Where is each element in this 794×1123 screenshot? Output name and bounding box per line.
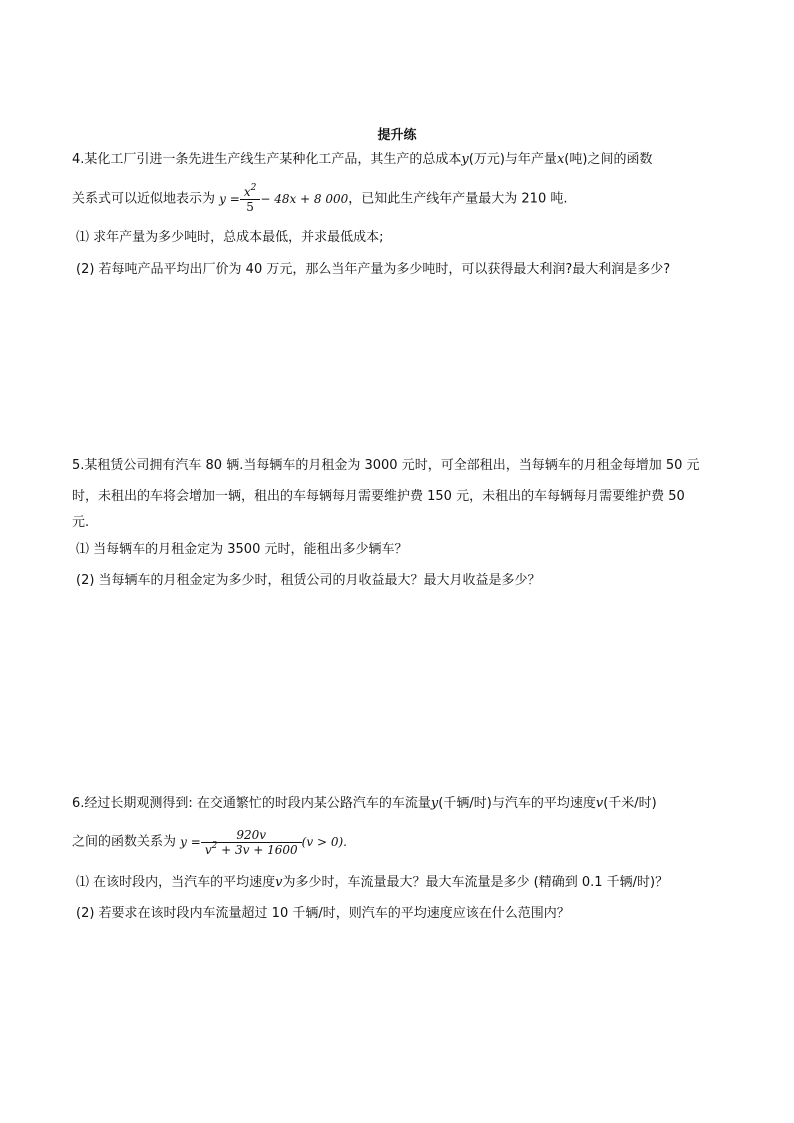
q4-stem-line-2	[72, 182, 732, 216]
q4-text: ，已知此生产线年产量最大为 210 吨.	[348, 191, 568, 207]
q4-cost-formula	[219, 182, 348, 216]
q6-frac-den-var: v	[204, 842, 212, 857]
q6-sub1-text: ⑴ 在该时段内，当汽车的平均速度	[76, 875, 276, 890]
q6-var-v: v	[595, 796, 604, 811]
q6-frac-den-exponent: 2	[211, 840, 218, 851]
q6-formula-lhs: y =	[180, 835, 201, 849]
q6-frac-den-rest: + 3v + 1600	[221, 842, 298, 857]
q4-frac-numerator: x	[243, 184, 251, 199]
q6-formula-fraction	[201, 828, 302, 857]
q6-text: 6.经过长期观测得到: 在交通繁忙的时段内某公路汽车的车流量	[72, 796, 431, 811]
q4-subquestion-1: ⑴ 求年产量为多少吨时，总成本最低，并求最低成本;	[76, 230, 384, 245]
q6-unit-y: (千辆/时)	[438, 796, 492, 811]
q6-frac-numerator: 920v	[236, 827, 267, 842]
q5-subquestion-2: (2) 当每辆车的月租金定为多少时，租赁公司的月收益最大？最大月收益是多少？	[76, 573, 541, 588]
q4-var-x: x	[556, 152, 565, 167]
q6-flow-formula	[180, 822, 347, 862]
q4-unit-y: (万元)	[468, 152, 505, 167]
q5-stem-line-1: 5.某租赁公司拥有汽车 80 辆.当每辆车的月租金为 3000 元时，可全部租出，当每辆车的月租金每增加 50 元	[72, 458, 700, 473]
q6-sub1-text: 为多少时，车流量最大？最大车流量是多少 (精确到 0.1 千辆/时)？	[282, 875, 669, 890]
q4-text: 与年产量	[504, 152, 557, 167]
q6-sub1-var-v: v	[275, 875, 283, 890]
q4-var-y: y	[461, 152, 469, 167]
q4-formula-rest: − 48x + 8 000	[260, 192, 349, 206]
q4-text: 之间的函数	[587, 152, 653, 167]
q4-subquestion-2: (2) 若每吨产品平均出厂价为 40 万元，那么当年产量为多少吨时，可以获得最大利润?最大利润是多少?	[76, 262, 671, 277]
q4-frac-denominator: 5	[240, 199, 261, 214]
q6-formula-condition: (v > 0).	[301, 835, 347, 849]
q5-stem-line-3: 元.	[72, 515, 90, 530]
section-title: 提升练	[377, 128, 417, 143]
q6-stem-line-1	[72, 794, 732, 814]
q5-subquestion-1: ⑴ 当每辆车的月租金定为 3500 元时，能租出多少辆车？	[76, 542, 408, 557]
q4-formula-lhs: y =	[219, 192, 240, 206]
q6-text: 之间的函数关系为	[72, 834, 177, 850]
q5-stem-line-2: 时，未租出的车将会增加一辆，租出的车每辆每月需要维护费 150 元，未租出的车每辆每月需要维护费 50	[72, 489, 685, 504]
q4-stem-line-1	[72, 150, 732, 170]
q6-var-y: y	[430, 796, 439, 811]
q4-text: 关系式可以近似地表示为	[72, 191, 216, 207]
q6-subquestion-1	[76, 873, 736, 893]
q4-formula-fraction	[240, 182, 261, 214]
q6-subquestion-2: (2) 若要求在该时段内车流量超过 10 千辆/时，则汽车的平均速度应该在什么范围内？	[76, 906, 570, 921]
q4-unit-x: (吨)	[564, 152, 588, 167]
q6-text: 与汽车的平均速度	[491, 796, 596, 811]
q4-frac-exponent: 2	[250, 182, 257, 193]
q6-unit-v: (千米/时)	[603, 796, 657, 811]
q4-text: 4.某化工厂引进一条先进生产线生产某种化工产品，其生产的总成本	[72, 152, 462, 167]
q6-stem-line-2	[72, 822, 732, 862]
